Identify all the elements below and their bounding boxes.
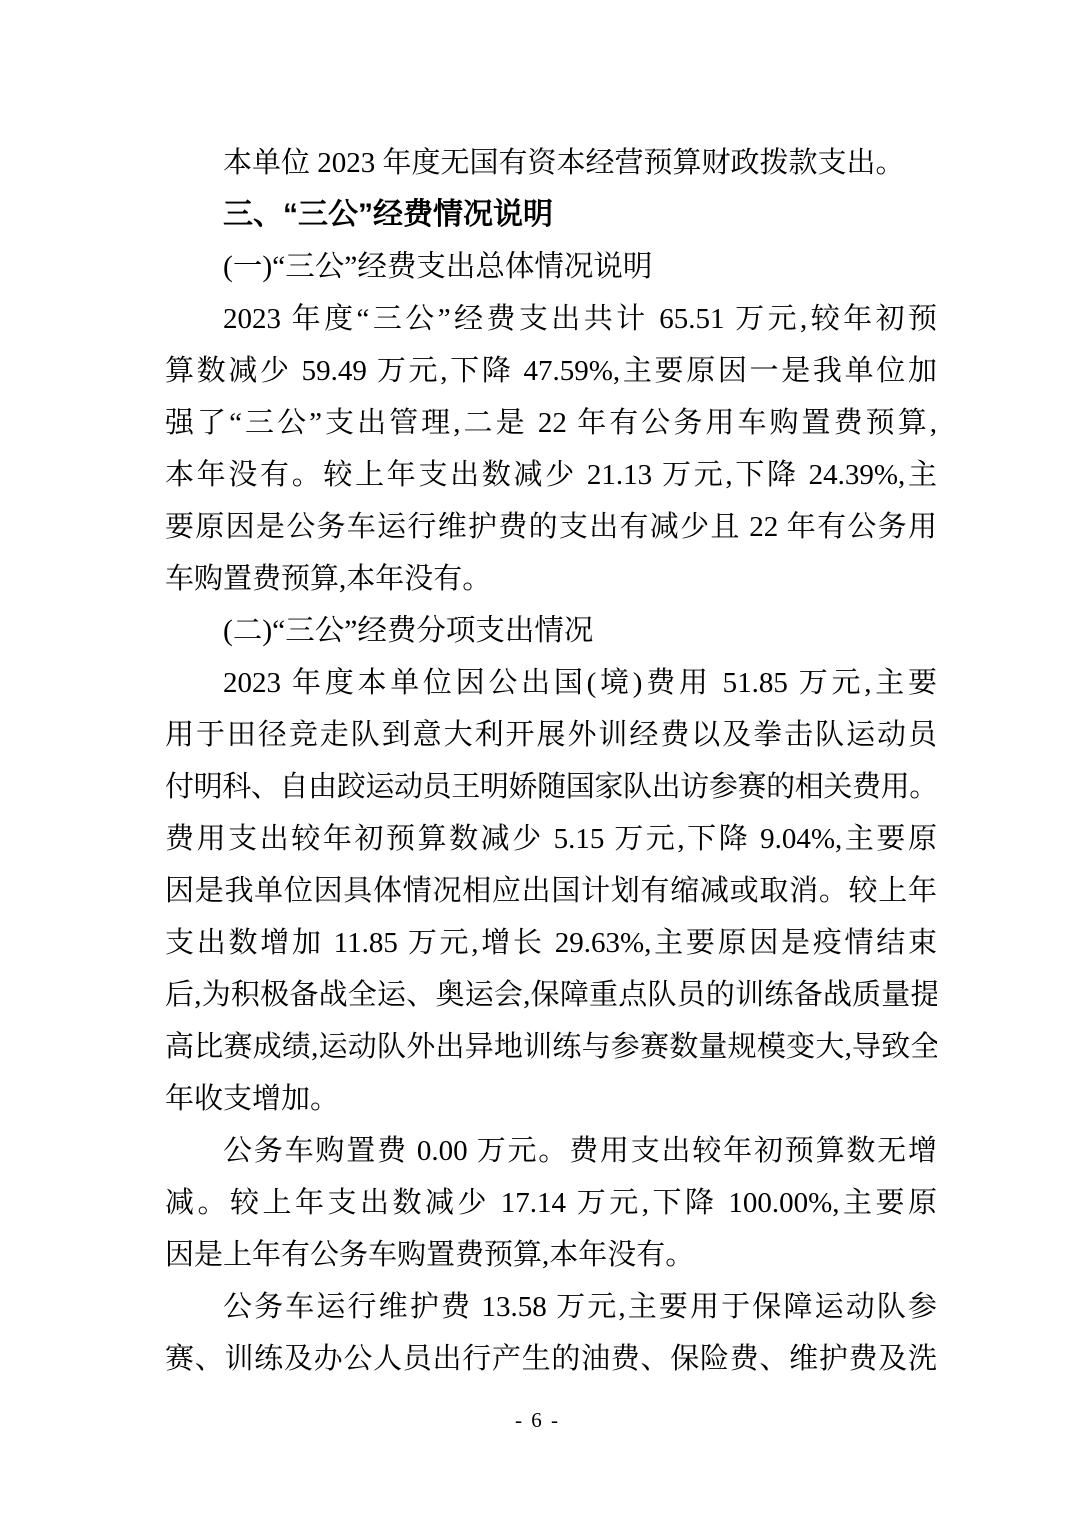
body-line: 赛、训练及办公人员出行产生的油费、保险费、维护费及洗 bbox=[165, 1343, 937, 1375]
body-line: 本年没有。较上年支出数减少 21.13 万元,下降 24.39%,主 bbox=[165, 459, 937, 491]
body-line: 费用支出较年初预算数减少 5.15 万元,下降 9.04%,主要原 bbox=[165, 823, 937, 855]
body-line: 用于田径竞走队到意大利开展外训经费以及拳击队运动员 bbox=[165, 719, 937, 751]
body-line: 因是我单位因具体情况相应出国计划有缩减或取消。较上年 bbox=[165, 875, 937, 907]
body-line: 付明科、自由跤运动员王明娇随国家队出访参赛的相关费用。 bbox=[165, 771, 937, 803]
body-line: 因是上年有公务车购置费预算,本年没有。 bbox=[165, 1239, 695, 1271]
body-line: 本单位 2023 年度无国有资本经营预算财政拨款支出。 bbox=[223, 147, 905, 179]
body-line: 要原因是公务车运行维护费的支出有减少且 22 年有公务用 bbox=[165, 511, 937, 543]
body-line: 2023 年度本单位因公出国(境)费用 51.85 万元,主要 bbox=[223, 667, 937, 699]
body-line: 公务车运行维护费 13.58 万元,主要用于保障运动队参 bbox=[223, 1291, 937, 1323]
body-line: 减。较上年支出数减少 17.14 万元,下降 100.00%,主要原 bbox=[165, 1187, 937, 1219]
body-line: 2023 年度“三公”经费支出共计 65.51 万元,较年初预 bbox=[223, 303, 937, 335]
body-line: 强了“三公”支出管理,二是 22 年有公务用车购置费预算, bbox=[165, 407, 937, 439]
subsection-heading-overall: (一)“三公”经费支出总体情况说明 bbox=[223, 251, 653, 283]
body-line: 算数减少 59.49 万元,下降 47.59%,主要原因一是我单位加 bbox=[165, 355, 937, 387]
subsection-heading-itemized: (二)“三公”经费分项支出情况 bbox=[223, 615, 594, 647]
section-heading-three-public-funds: 三、“三公”经费情况说明 bbox=[223, 198, 553, 231]
body-line: 高比赛成绩,运动队外出异地训练与参赛数量规模变大,导致全 bbox=[165, 1031, 937, 1063]
body-line: 年收支增加。 bbox=[165, 1083, 340, 1115]
body-line: 后,为积极备战全运、奥运会,保障重点队员的训练备战质量提 bbox=[165, 979, 937, 1011]
body-line: 车购置费预算,本年没有。 bbox=[165, 563, 492, 595]
body-line: 公务车购置费 0.00 万元。费用支出较年初预算数无增 bbox=[223, 1135, 937, 1167]
body-line: 支出数增加 11.85 万元,增长 29.63%,主要原因是疫情结束 bbox=[165, 927, 937, 959]
document-content bbox=[165, 137, 937, 1385]
page-number: - 6 - bbox=[515, 1408, 560, 1432]
